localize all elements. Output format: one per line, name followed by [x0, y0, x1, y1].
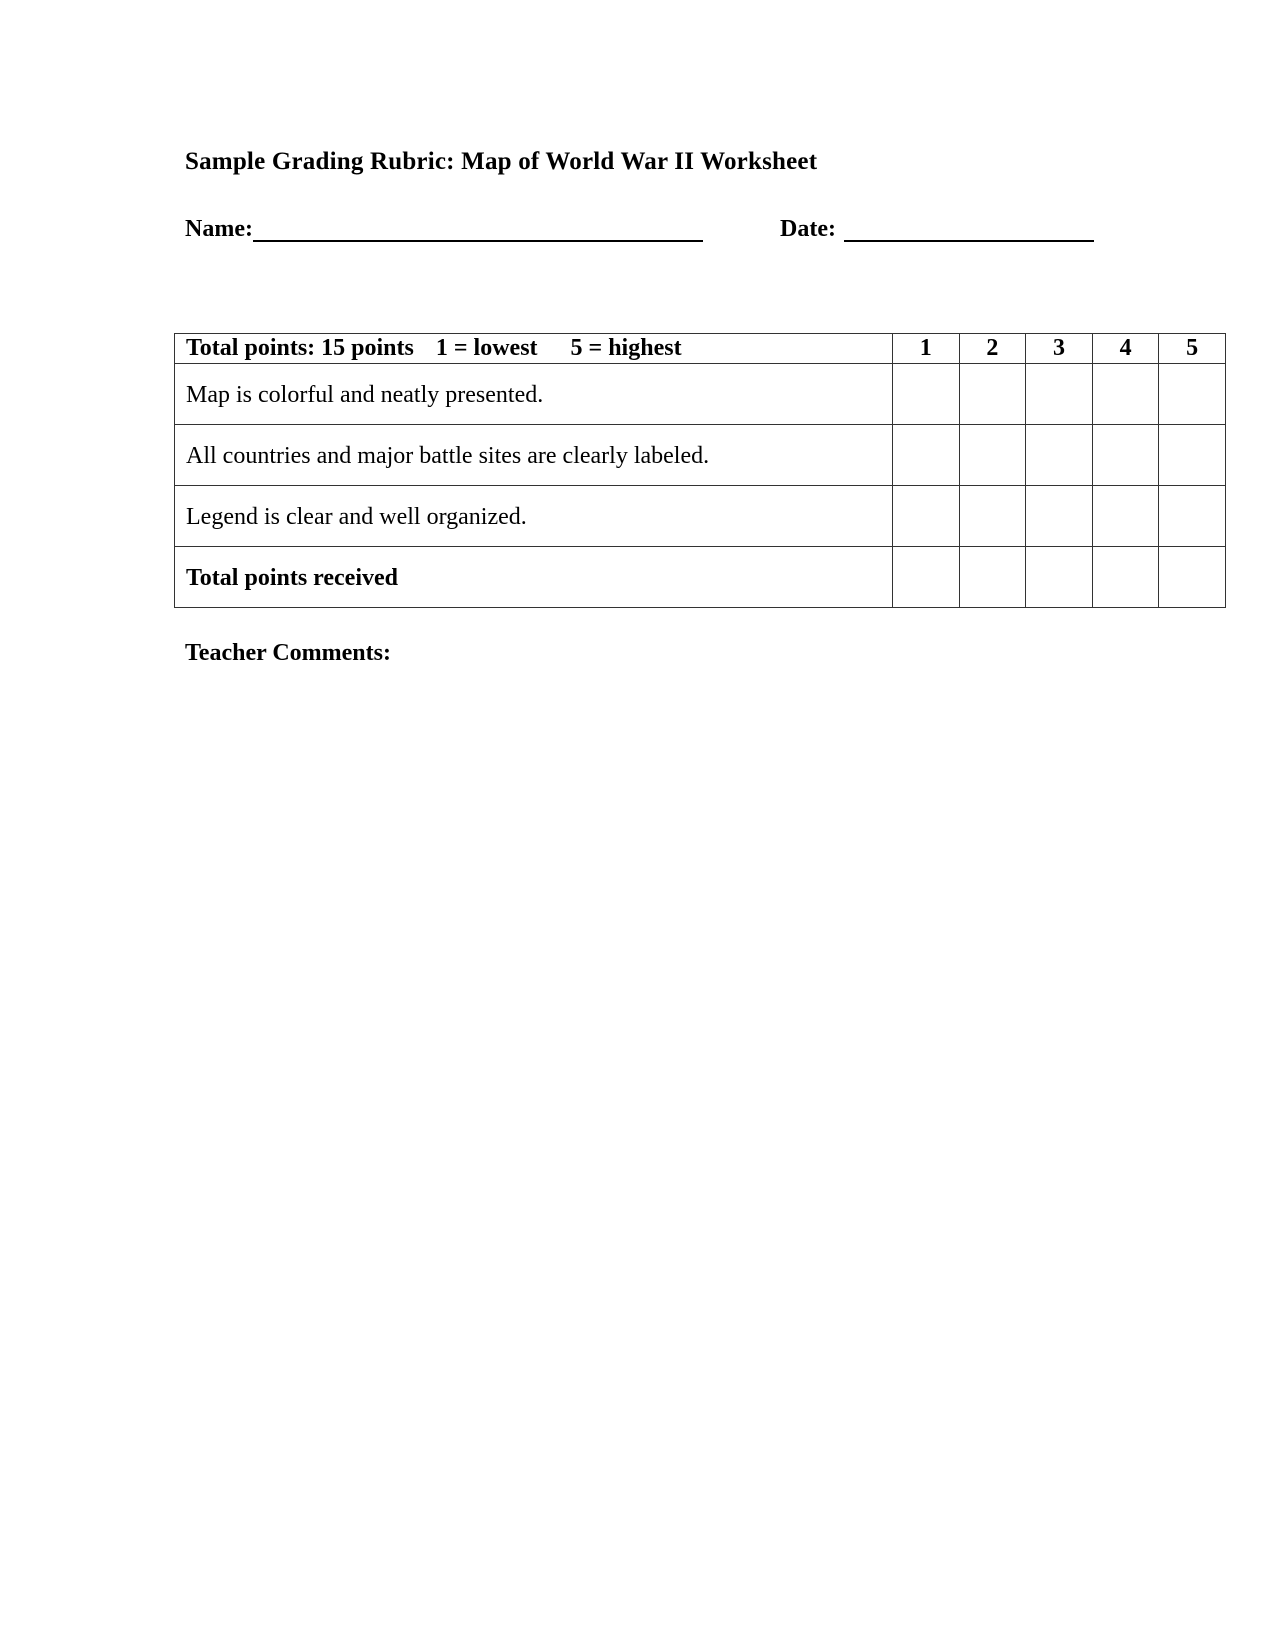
score-cell-1[interactable]: [893, 425, 960, 486]
total-received-cell: Total points received: [175, 547, 893, 608]
rubric-total-row: [175, 547, 1226, 608]
score-cell-1[interactable]: [893, 486, 960, 547]
score-cell-2[interactable]: [959, 486, 1026, 547]
rubric-row: [175, 364, 1226, 425]
score-cell-2[interactable]: [959, 364, 1026, 425]
criterion-cell: All countries and major battle sites are clearly labeled.: [175, 425, 893, 486]
score-header-2: 2: [959, 334, 1026, 364]
highest-label: 5 = highest: [570, 335, 682, 361]
score-header-3: 3: [1026, 334, 1093, 364]
score-cell-2[interactable]: [959, 425, 1026, 486]
total-cell-1[interactable]: [893, 547, 960, 608]
score-cell-4[interactable]: [1092, 486, 1159, 547]
score-cell-3[interactable]: [1026, 425, 1093, 486]
score-header-4: 4: [1092, 334, 1159, 364]
date-blank-line[interactable]: [844, 216, 1094, 242]
score-cell-3[interactable]: [1026, 364, 1093, 425]
name-blank-line[interactable]: [253, 216, 703, 242]
page-title: Sample Grading Rubric: Map of World War II Worksheet: [185, 148, 818, 175]
name-field[interactable]: [185, 216, 703, 243]
total-cell-3[interactable]: [1026, 547, 1093, 608]
score-cell-3[interactable]: [1026, 486, 1093, 547]
teacher-comments-label: Teacher Comments:: [185, 640, 391, 666]
rubric-row: [175, 486, 1226, 547]
rubric-row: [175, 425, 1226, 486]
date-field[interactable]: [780, 216, 1094, 243]
score-cell-4[interactable]: [1092, 364, 1159, 425]
score-cell-5[interactable]: [1159, 364, 1226, 425]
score-cell-5[interactable]: [1159, 425, 1226, 486]
rubric-header-row: [175, 334, 1226, 364]
score-cell-1[interactable]: [893, 364, 960, 425]
score-header-1: 1: [893, 334, 960, 364]
lowest-label: 1 = lowest: [435, 335, 538, 361]
total-cell-2[interactable]: [959, 547, 1026, 608]
total-cell-5[interactable]: [1159, 547, 1226, 608]
score-header-5: 5: [1159, 334, 1226, 364]
criterion-cell: Legend is clear and well organized.: [175, 486, 893, 547]
total-cell-4[interactable]: [1092, 547, 1159, 608]
score-cell-4[interactable]: [1092, 425, 1159, 486]
name-label: Name:: [185, 216, 253, 242]
date-label: Date:: [780, 216, 836, 242]
rubric-table: [174, 333, 1226, 608]
total-points-label: Total points: 15 points: [186, 335, 414, 361]
rubric-header-criteria: [175, 334, 893, 364]
criterion-cell: Map is colorful and neatly presented.: [175, 364, 893, 425]
score-cell-5[interactable]: [1159, 486, 1226, 547]
